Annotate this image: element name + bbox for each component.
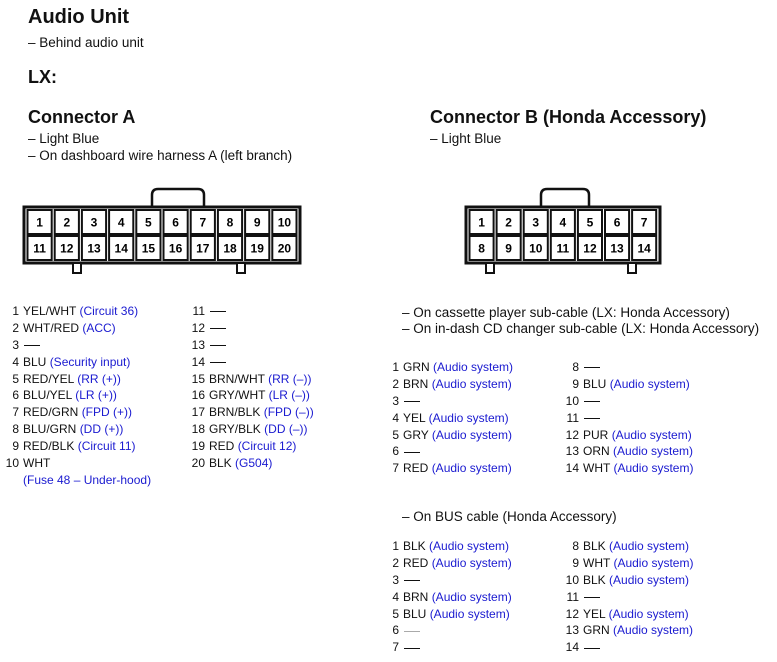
pin-number: 9	[572, 376, 579, 391]
pin-row	[0, 337, 151, 354]
connector-b-pin-label: 4	[559, 215, 567, 230]
connector-a-pin-label: 13	[87, 241, 101, 256]
pin-row	[380, 538, 512, 555]
pin-function: (G504)	[235, 456, 273, 471]
wire-color: WHT/RED	[23, 320, 79, 335]
connector-a-pin-label: 3	[90, 215, 98, 230]
wire-color: GRY/WHT	[209, 388, 266, 403]
pin-number: 11	[192, 304, 205, 318]
pin-function: (FPD (+))	[81, 405, 133, 420]
pin-row	[560, 443, 693, 460]
pin-number: 6	[392, 444, 399, 459]
connector-a-pin-label: 11	[33, 241, 46, 256]
wire-color: WHT	[583, 555, 611, 570]
connector-b-pin-label: 10	[529, 241, 543, 256]
pin-row	[560, 555, 693, 572]
unused-pin-dash	[210, 328, 226, 329]
pin-number: 17	[191, 405, 205, 420]
pin-number: 11	[566, 589, 579, 604]
wire-color: BLU	[23, 354, 47, 369]
pin-row	[186, 303, 314, 320]
wire-color: GRY/BLK	[209, 422, 261, 437]
pin-row	[380, 393, 513, 410]
pin-function: (Audio system)	[428, 410, 509, 425]
connector-a-note-1: – Light Blue	[28, 131, 100, 146]
wire-color: BLK	[583, 572, 606, 587]
pin-number: 5	[12, 371, 19, 386]
pin-function: (Circuit 11)	[77, 439, 136, 454]
connector-b-pin-label: 13	[610, 241, 624, 256]
pin-number: 7	[392, 461, 399, 476]
pin-row	[186, 371, 314, 388]
pin-number: 9	[572, 555, 579, 570]
wire-color: BLU/GRN	[23, 422, 77, 437]
pin-row	[380, 572, 512, 589]
connector-a-pin-label: 4	[117, 215, 125, 230]
pin-function: (Audio system)	[608, 606, 689, 621]
pin-function: (Audio system)	[613, 461, 694, 476]
pin-number: 19	[191, 439, 205, 454]
pin-row	[0, 421, 151, 438]
pin-number: 12	[191, 320, 205, 335]
pin-number: 10	[565, 393, 579, 408]
pin-row	[560, 622, 693, 639]
connector-a-pin-label: 14	[114, 241, 128, 256]
pin-number: 3	[392, 572, 399, 587]
connector-a-note-2: – On dashboard wire harness A (left branch)	[28, 148, 293, 163]
pin-row	[380, 427, 513, 444]
cassette-pins-1-7	[380, 359, 513, 477]
wire-color: ORN	[583, 444, 610, 459]
connector-b-pin-label: 9	[505, 241, 512, 256]
wire-color: YEL/WHT	[23, 304, 77, 318]
wire-color: GRN	[583, 623, 610, 638]
wire-color: PUR	[583, 427, 609, 442]
connector-a-pin-label: 2	[63, 215, 71, 230]
pin-function: (DD (–))	[264, 422, 308, 437]
pin-function: (Audio system)	[613, 623, 694, 638]
pin-row	[186, 354, 314, 371]
pin-number: 16	[191, 388, 205, 403]
connector-a-pin-label: 6	[172, 215, 179, 230]
connector-a-title: Connector A	[28, 107, 136, 127]
wire-color: BRN/BLK	[209, 405, 261, 420]
pin-row	[0, 303, 151, 320]
unused-pin-dash	[404, 401, 420, 402]
pin-number: 5	[392, 427, 399, 442]
connector-b-pin-label: 3	[532, 215, 540, 230]
connector-b-pin-label: 11	[556, 241, 570, 256]
pin-number: 2	[12, 320, 19, 335]
pin-number: 8	[572, 360, 579, 374]
connector-b-title: Connector B (Honda Accessory)	[430, 107, 707, 127]
pin-number: 3	[12, 337, 19, 352]
pin-row	[186, 438, 314, 455]
pin-row	[560, 589, 693, 606]
connector-a-pin-label: 17	[196, 241, 210, 256]
pin-number: 9	[12, 439, 19, 454]
unused-pin-dash	[404, 631, 420, 632]
unused-pin-dash	[210, 345, 226, 346]
pin-row	[186, 387, 314, 404]
pin-number: 12	[565, 427, 579, 442]
wire-color: BRN	[403, 589, 429, 604]
connector-a-pin-label: 12	[60, 241, 74, 256]
pin-number: 2	[392, 555, 399, 570]
wire-color: YEL	[403, 410, 426, 425]
unused-pin-dash	[584, 401, 600, 402]
pin-function: (Audio system)	[609, 572, 690, 587]
pin-row	[560, 572, 693, 589]
wire-color: BRN/WHT	[209, 371, 265, 386]
pin-number: 14	[565, 640, 579, 655]
pin-number: 18	[191, 422, 205, 437]
pin-row	[0, 404, 151, 421]
pin-row	[560, 393, 693, 410]
unused-pin-dash	[584, 648, 600, 649]
pin-number: 4	[12, 354, 19, 369]
pin-number: 11	[566, 410, 579, 425]
wire-color: BRN	[403, 376, 429, 391]
pin-row	[380, 639, 512, 656]
pin-function: (LR (+))	[75, 388, 117, 403]
pin-number: 8	[572, 539, 579, 553]
wire-color: RED	[403, 461, 429, 476]
wire-color: BLK	[209, 456, 232, 471]
pin-row	[186, 455, 314, 472]
connector-a-pin-label: 19	[250, 241, 264, 256]
pin-number: 15	[191, 371, 205, 386]
pin-row	[186, 421, 314, 438]
wire-color: BLU	[583, 376, 607, 391]
pin-row	[380, 460, 513, 477]
pin-number: 1	[392, 539, 399, 553]
connector-a-pin-label: 8	[226, 215, 234, 230]
pin-row	[560, 538, 693, 555]
pin-row	[560, 427, 693, 444]
wire-color: WHT	[23, 456, 51, 471]
pin-number: 4	[392, 410, 399, 425]
connector-b-pin-label: 14	[637, 241, 651, 256]
unused-pin-dash	[404, 580, 420, 581]
pin-row	[560, 460, 693, 477]
connector-a-pins-11-20	[186, 303, 314, 472]
pin-row	[380, 589, 512, 606]
pin-number: 14	[565, 461, 579, 476]
cassette-note-1: – On cassette player sub-cable (LX: Honda Accessory)	[402, 305, 730, 320]
pin-number: 10	[5, 456, 19, 471]
connector-b-pin-label: 5	[586, 215, 594, 230]
pin-function: (Security input)	[49, 354, 131, 369]
connector-b-note-1: – Light Blue	[430, 131, 502, 146]
pin-number: 5	[392, 606, 399, 621]
connector-a-pin-label: 7	[199, 215, 207, 230]
pin-row	[0, 387, 151, 404]
pin-function: (Audio system)	[431, 555, 512, 570]
wire-color: BLK	[403, 539, 426, 553]
wire-color: GRN	[403, 360, 430, 374]
pin-function: (Audio system)	[431, 589, 512, 604]
pin-function: (Circuit 36)	[79, 304, 139, 318]
unused-pin-dash	[584, 418, 600, 419]
connector-a-pin-label: 5	[145, 215, 152, 230]
pin-function: (FPD (–))	[263, 405, 314, 420]
wire-color: RED/BLK	[23, 439, 75, 454]
wire-color: RED/GRN	[23, 405, 79, 420]
pin-number: 1	[12, 304, 19, 318]
page-subtitle: – Behind audio unit	[28, 35, 144, 50]
pin-number: 8	[12, 422, 19, 437]
pin-row	[560, 376, 693, 393]
pin-row	[0, 320, 151, 337]
pin-number: 3	[392, 393, 399, 408]
bus-pins-8-14	[560, 538, 693, 656]
connector-a-pin-label: 10	[277, 215, 292, 230]
unused-pin-dash	[404, 648, 420, 649]
pin-function: (Audio system)	[429, 539, 510, 553]
pin-number: 7	[12, 405, 19, 420]
pin-function: (Audio system)	[429, 606, 510, 621]
wire-color: RED	[209, 439, 235, 454]
pin-function: (Audio system)	[613, 555, 694, 570]
cassette-note-2: – On in-dash CD changer sub-cable (LX: Honda Accessory)	[402, 321, 760, 336]
pin-function: (LR (–))	[268, 388, 310, 403]
pin-function: (Circuit 12)	[237, 439, 297, 454]
pin-number: 10	[565, 572, 579, 587]
pin-row	[380, 359, 513, 376]
connector-a-tab-left	[73, 263, 81, 273]
connector-a-pin-label: 1	[36, 215, 43, 230]
pin-row	[186, 404, 314, 421]
pin-number: 12	[565, 606, 579, 621]
pin-10-function: (Fuse 48 – Under-hood)	[23, 472, 152, 487]
pin-number: 4	[392, 589, 399, 604]
pin-function: (Audio system)	[431, 376, 512, 391]
connector-a-diagram	[20, 185, 305, 277]
pin-number: 6	[392, 623, 399, 638]
pin-row	[186, 320, 314, 337]
pin-number: 14	[191, 354, 205, 369]
page-title: Audio Unit	[28, 6, 130, 28]
connector-b-diagram	[462, 185, 667, 277]
unused-pin-dash	[210, 311, 226, 312]
connector-a-pins-1-10	[0, 303, 151, 488]
pin-function: (Audio system)	[433, 360, 514, 374]
pin-row	[0, 455, 151, 472]
pin-row	[380, 376, 513, 393]
pin-row	[186, 337, 314, 354]
pin-number: 20	[191, 456, 205, 471]
pin-function: (Audio system)	[431, 427, 512, 442]
unused-pin-dash	[210, 362, 226, 363]
pin-function: (Audio system)	[609, 376, 690, 391]
connector-b-pin-label: 12	[583, 241, 597, 256]
connector-a-tab-right	[237, 263, 245, 273]
pin-row	[0, 354, 151, 371]
connector-b-pin-label: 7	[640, 215, 648, 230]
pin-row	[560, 359, 693, 376]
pin-function: (Audio system)	[613, 444, 694, 459]
bus-pins-1-7	[380, 538, 512, 656]
connector-b-pin-label: 8	[478, 241, 485, 256]
pin-function: (Audio system)	[609, 539, 690, 553]
pin-row	[380, 606, 512, 623]
pin-row	[560, 606, 693, 623]
connector-a-pin-label: 9	[253, 215, 261, 230]
connector-a-pin-label: 16	[168, 241, 183, 256]
pin-row	[560, 639, 693, 656]
pin-row	[380, 555, 512, 572]
pin-row	[380, 622, 512, 639]
wire-color: GRY	[403, 427, 429, 442]
model-label: LX:	[28, 67, 57, 87]
pin-number: 6	[12, 388, 19, 403]
wire-color: RED/YEL	[23, 371, 74, 386]
bus-note: – On BUS cable (Honda Accessory)	[402, 509, 617, 524]
pin-function: (ACC)	[82, 320, 116, 335]
pin-function: (Audio system)	[431, 461, 512, 476]
connector-b-tab-right	[628, 263, 636, 273]
pin-row	[380, 410, 513, 427]
pin-function: (Audio system)	[611, 427, 692, 442]
connector-b-pin-label: 2	[505, 215, 512, 230]
unused-pin-dash	[404, 452, 420, 453]
pin-function: (RR (–))	[268, 371, 312, 386]
wire-color: RED	[403, 555, 429, 570]
pin-row	[380, 443, 513, 460]
connector-a-pin-label: 18	[223, 241, 237, 256]
connector-b-tab-left	[486, 263, 494, 273]
pin-number: 7	[392, 640, 399, 655]
wire-color: WHT	[583, 461, 611, 476]
pin-row	[0, 438, 151, 455]
pin-number: 13	[191, 337, 205, 352]
connector-a-pin-label: 15	[141, 241, 156, 256]
cassette-pins-8-14	[560, 359, 693, 477]
pin-function: (RR (+))	[77, 371, 121, 386]
pin-row	[560, 410, 693, 427]
pin-number: 2	[392, 376, 399, 391]
unused-pin-dash	[24, 345, 40, 346]
pin-number: 13	[565, 623, 579, 638]
pin-number: 13	[565, 444, 579, 459]
wire-color: BLK	[583, 539, 606, 553]
wire-color: YEL	[583, 606, 606, 621]
pin-number: 1	[392, 360, 399, 374]
pin-row	[0, 371, 151, 388]
connector-a-pin-label: 20	[277, 241, 292, 256]
unused-pin-dash	[584, 597, 600, 598]
wire-color: BLU/YEL	[23, 388, 72, 403]
pin-function: (DD (+))	[79, 422, 124, 437]
unused-pin-dash	[584, 367, 600, 368]
wire-color: BLU	[403, 606, 427, 621]
connector-b-pin-label: 1	[478, 215, 485, 230]
connector-b-pin-label: 6	[613, 215, 621, 230]
